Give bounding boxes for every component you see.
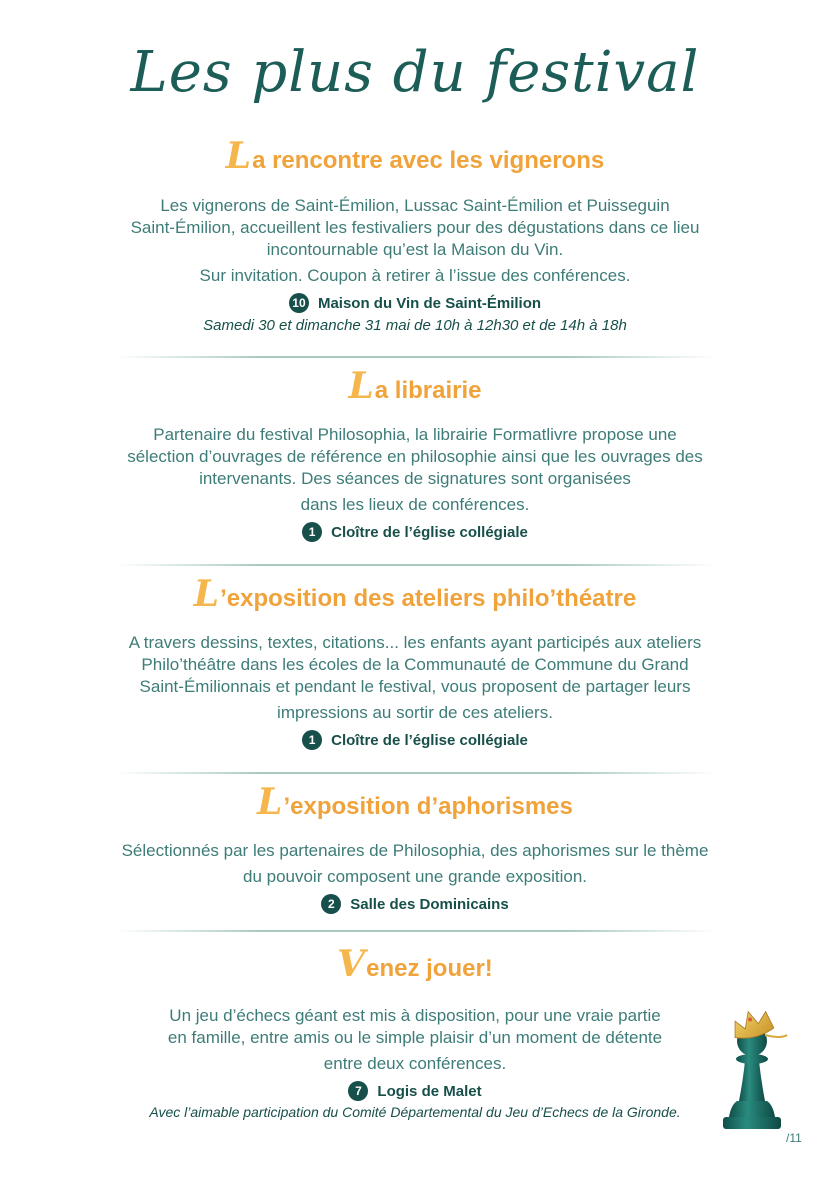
section-vignerons bbox=[0, 135, 830, 334]
text-line: Partenaire du festival Philosophia, la librairie Formatlivre propose une bbox=[153, 425, 677, 444]
text-line: Les vignerons de Saint-Émilion, Lussac Saint-Émilion et Puisseguin bbox=[160, 196, 670, 215]
text-line: incontournable qu’est la Maison du Vin. bbox=[266, 240, 564, 259]
location-marker-icon: 1 bbox=[302, 522, 322, 542]
location bbox=[0, 894, 830, 914]
chess-pawn-crown-icon bbox=[715, 1005, 795, 1135]
text-line: Sélectionnés par les partenaires de Philosophia, des aphorismes sur le thème bbox=[121, 841, 709, 860]
heading-initial: L bbox=[193, 573, 220, 615]
location bbox=[0, 730, 830, 750]
location-name: Cloître de l’église collégiale bbox=[331, 523, 528, 541]
section-heading bbox=[0, 365, 830, 407]
section-heading bbox=[0, 781, 830, 823]
location-marker-icon: 1 bbox=[302, 730, 322, 750]
text-line: Saint-Émilion, accueillent les festivaliers pour des dégustations dans ce lieu bbox=[130, 218, 700, 237]
text-line: en famille, entre amis ou le simple plaisir d’un moment de détente bbox=[167, 1028, 663, 1047]
divider bbox=[115, 772, 715, 774]
location-name: Maison du Vin de Saint-Émilion bbox=[317, 294, 542, 312]
text-line: Philo’théâtre dans les écoles de la Communauté de Commune du Grand bbox=[141, 655, 689, 674]
location-name: Salle des Dominicains bbox=[350, 895, 509, 913]
section-heading bbox=[0, 573, 830, 615]
section-heading bbox=[0, 135, 830, 177]
location bbox=[0, 522, 830, 542]
location-marker-icon: 7 bbox=[348, 1081, 368, 1101]
heading-text: ’exposition d’aphorismes bbox=[283, 793, 573, 820]
text-line: dans les lieux de conférences. bbox=[300, 495, 530, 514]
section-philotheatre bbox=[0, 573, 830, 750]
location bbox=[0, 1081, 830, 1101]
text-line: entre deux conférences. bbox=[323, 1054, 507, 1073]
location-name: Cloître de l’église collégiale bbox=[331, 731, 528, 749]
text-line: Sur invitation. Coupon à retirer à l’issue des conférences. bbox=[199, 266, 631, 285]
section-heading bbox=[0, 943, 830, 985]
text-line: Saint-Émilionnais et pendant le festival, vous proposent de partager leurs bbox=[139, 677, 691, 696]
location-marker-icon: 2 bbox=[321, 894, 341, 914]
heading-initial: L bbox=[225, 135, 252, 177]
section-text bbox=[0, 1005, 830, 1049]
page-number: /11 bbox=[786, 1131, 802, 1145]
location-name: Logis de Malet bbox=[377, 1082, 482, 1100]
credit-info: Avec l’aimable participation du Comité Départemental du Jeu d’Echecs de la Gironde. bbox=[149, 1104, 681, 1120]
divider bbox=[115, 356, 715, 358]
location-marker-icon: 10 bbox=[289, 293, 309, 313]
text-line: du pouvoir composent une grande exposition. bbox=[242, 867, 587, 886]
section-aphorismes bbox=[0, 781, 830, 914]
text-line: impressions au sortir de ces ateliers. bbox=[277, 703, 553, 722]
divider bbox=[115, 930, 715, 932]
heading-initial: V bbox=[337, 943, 366, 985]
heading-initial: L bbox=[257, 781, 283, 823]
section-text bbox=[0, 424, 830, 490]
heading-text: a rencontre avec les vignerons bbox=[252, 147, 605, 174]
text-line: Un jeu d’échecs géant est mis à disposition, pour une vraie partie bbox=[169, 1006, 661, 1025]
divider bbox=[115, 564, 715, 566]
heading-text: ’exposition des ateliers philo’théatre bbox=[220, 585, 637, 612]
date-info: Samedi 30 et dimanche 31 mai de 10h à 12h30 et de 14h à 18h bbox=[203, 317, 627, 334]
page-title: Les plus du festival bbox=[130, 40, 700, 105]
text-line: A travers dessins, textes, citations... les enfants ayant participés aux ateliers bbox=[128, 633, 702, 652]
heading-initial: L bbox=[348, 365, 374, 407]
text-line: intervenants. Des séances de signatures sont organisées bbox=[199, 469, 631, 488]
section-text bbox=[0, 195, 830, 261]
heading-text: a librairie bbox=[374, 377, 482, 404]
heading-text: enez jouer! bbox=[366, 955, 493, 982]
section-text bbox=[0, 632, 830, 698]
text-line: sélection d’ouvrages de référence en philosophie ainsi que les ouvrages des bbox=[127, 447, 703, 466]
section-librairie bbox=[0, 365, 830, 542]
section-jouer bbox=[0, 943, 830, 1120]
location bbox=[0, 293, 830, 313]
